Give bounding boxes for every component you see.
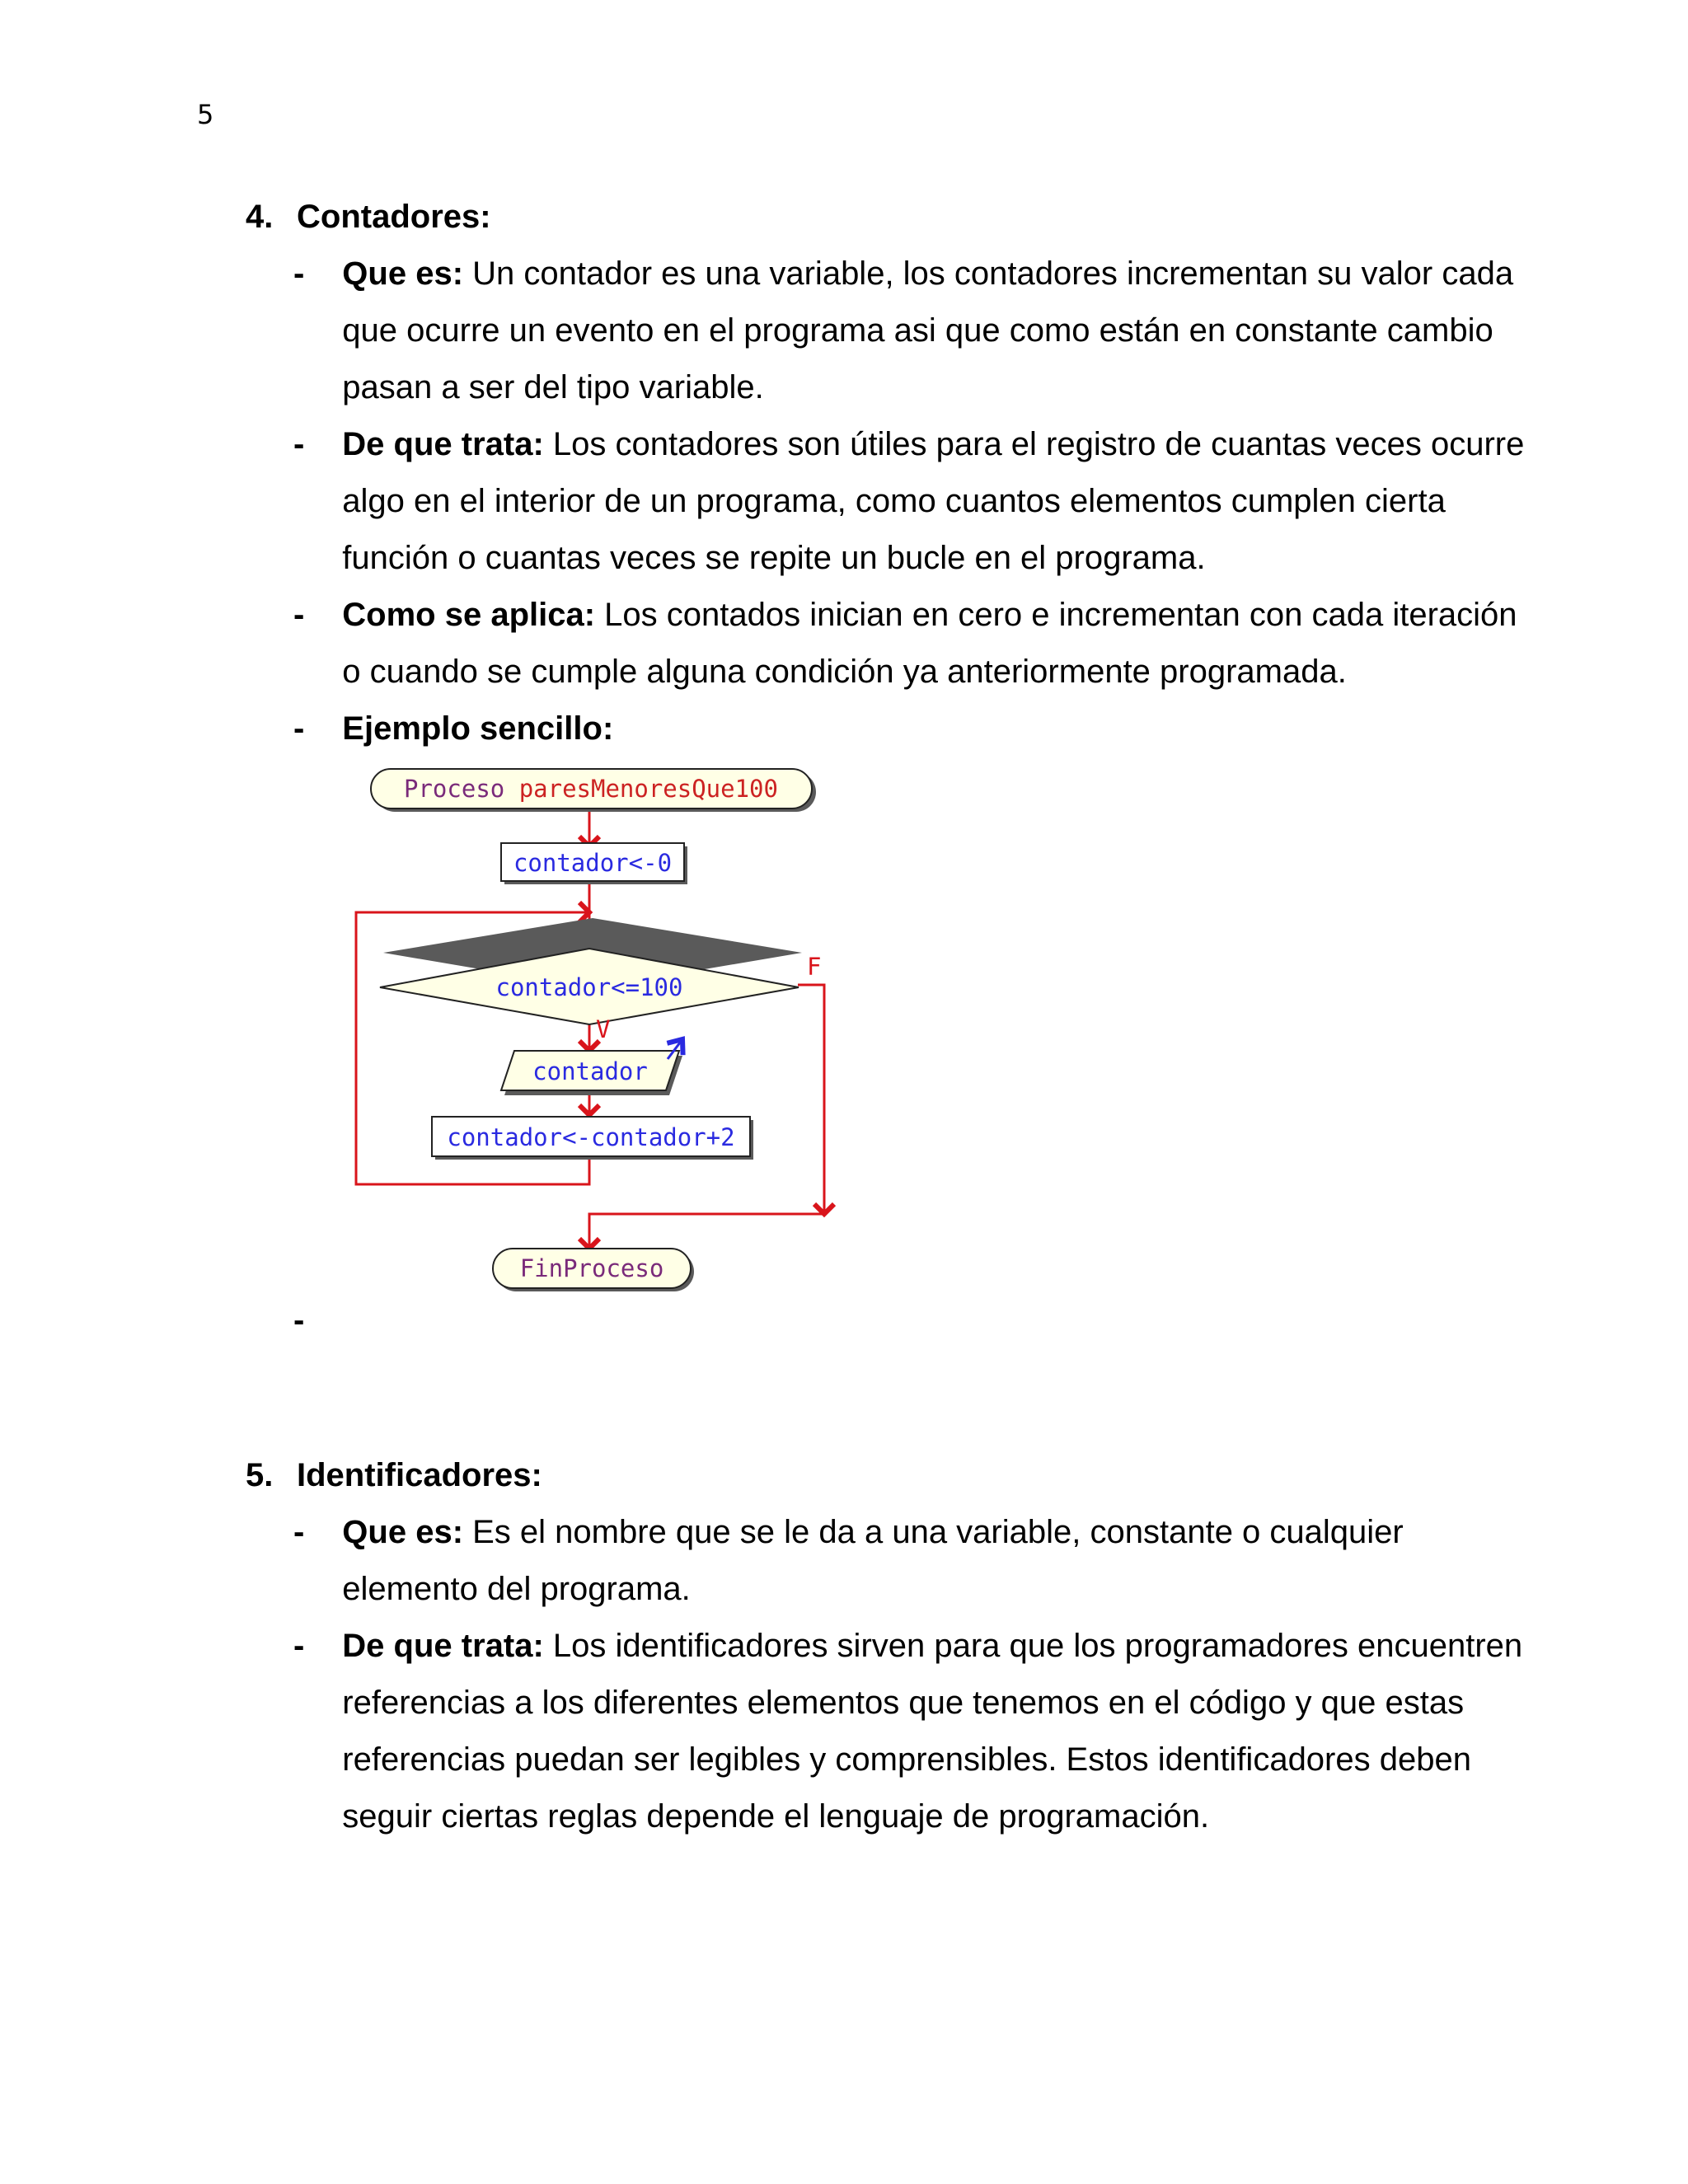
end-label: FinProceso [519, 1254, 664, 1282]
section-title [246, 1447, 1531, 1504]
bullet-dash: - [293, 1514, 305, 1550]
bullet-dash: - [293, 1302, 305, 1338]
bullet-dash: - [293, 255, 305, 292]
bullet-dash: - [293, 1628, 305, 1664]
bullet-dash: - [293, 597, 305, 633]
bullet-dash: - [293, 710, 305, 747]
section-contadores [246, 189, 1531, 757]
list-item [246, 587, 1531, 701]
false-label: F [807, 953, 822, 981]
bullet-term: Ejemplo sencillo: [342, 710, 614, 747]
false-branch-line [798, 985, 824, 1214]
list-item [246, 1618, 1531, 1845]
true-label: V [596, 1015, 611, 1043]
flowchart-figure [338, 762, 849, 1306]
section-identificadores [246, 1447, 1531, 1845]
bullet-text: Los contadores son útiles para el registro de cuantas veces ocurre algo en el interior de un programa, como cuantos elementos cumplen cierta función o cuantas veces se repite un bucle en el programa. [342, 426, 1525, 576]
bullet-text: Es el nombre que se le da a una variable, constante o cualquier elemento del programa. [342, 1514, 1404, 1607]
bullet-term: Que es: [342, 255, 464, 292]
bullet-text: Un contador es una variable, los contadores incrementan su valor cada que ocurre un evento en el programa asi que como están en constante cambio pasan a ser del tipo variable. [342, 255, 1514, 405]
flowchart-svg [338, 762, 849, 1306]
bullet-dash: - [293, 426, 305, 462]
section-number: 4. [246, 199, 274, 235]
start-label [404, 775, 778, 803]
exit-line [589, 1214, 824, 1249]
section-heading: Identificadores: [297, 1457, 542, 1493]
output-label: contador [532, 1057, 648, 1085]
bullet-term: De que trata: [342, 426, 544, 462]
decision-label: contador<=100 [495, 973, 683, 1001]
bullet-term: De que trata: [342, 1628, 544, 1664]
bullet-text: Los identificadores sirven para que los programadores encuentren referencias a los diferentes elementos que tenemos en el código y que estas referencias puedan ser legibles y comprensibles. Estos identificadores deben seguir ciertas reglas depende el lenguaje de programación. [342, 1628, 1523, 1835]
bullet-term: Que es: [342, 1514, 464, 1550]
section-title [246, 189, 1531, 246]
empty-bullet [246, 1292, 343, 1349]
init-label: contador<-0 [513, 849, 673, 877]
bullet-term: Como se aplica: [342, 597, 596, 633]
list-item [246, 701, 1531, 757]
section-heading: Contadores: [297, 199, 491, 235]
start-process-name: paresMenoresQue100 [518, 775, 778, 803]
increment-label: contador<-contador+2 [447, 1123, 735, 1151]
bullet-text: Los contados inician en cero e incrementan con cada iteración o cuando se cumple alguna condición ya anteriormente programada. [342, 597, 1517, 690]
list-item [246, 1504, 1531, 1618]
section-number: 5. [246, 1457, 274, 1493]
page-number: 5 [197, 99, 214, 130]
list-item [246, 416, 1531, 587]
start-keyword: Proceso [404, 775, 505, 803]
list-item [246, 246, 1531, 416]
